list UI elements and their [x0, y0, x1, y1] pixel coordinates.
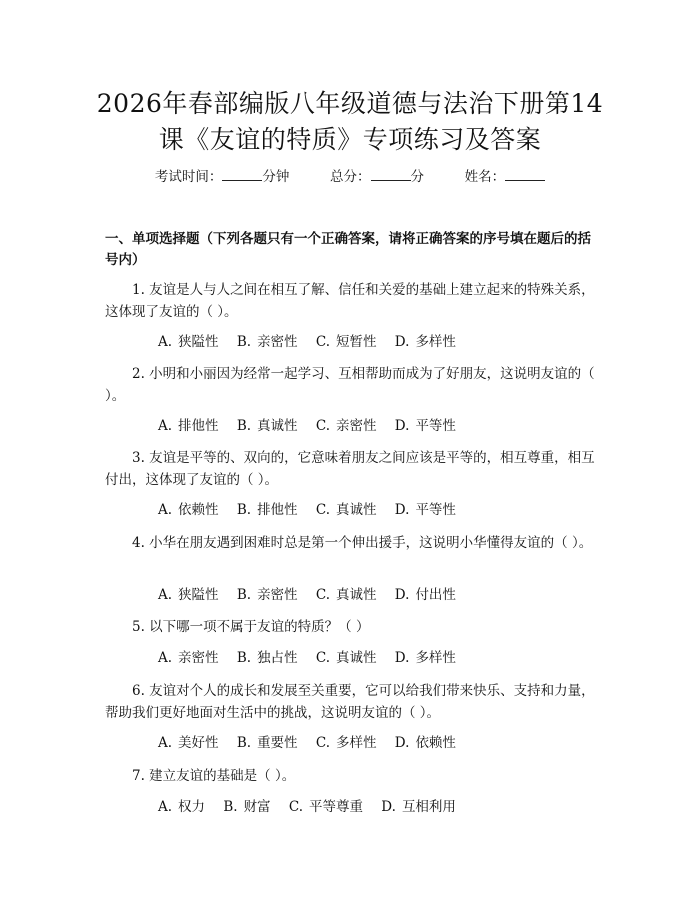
option-d: D. 多样性 [394, 650, 456, 666]
option-d: D. 多样性 [394, 334, 456, 350]
option-d: D. 付出性 [394, 587, 456, 603]
option-b: B. 排他性 [236, 502, 298, 518]
time-label: 考试时间： [154, 169, 223, 185]
option-c: C. 真诚性 [315, 502, 377, 518]
option-a: A. 依赖性 [158, 502, 219, 518]
option-c: C. 平等尊重 [288, 799, 363, 815]
name-label: 姓名： [464, 169, 506, 185]
option-d: D. 互相利用 [381, 799, 456, 815]
question-5-options [158, 648, 470, 668]
question-7: 7. 建立友谊的基础是（ ）。 [132, 768, 296, 784]
time-unit: 分钟 [262, 169, 290, 185]
title-line-1: 2026年春部编版八年级道德与法治下册第14 [96, 89, 604, 118]
option-a: A. 亲密性 [158, 650, 219, 666]
section-heading: 一、单项选择题（下列各题只有一个正确答案，请将正确答案的序号填在题后的括号内） [105, 231, 591, 268]
option-b: B. 亲密性 [236, 587, 298, 603]
title-line-2: 课《友谊的特质》专项练习及答案 [158, 125, 542, 154]
option-b: B. 亲密性 [236, 334, 298, 350]
question-3: 3. 友谊是平等的、双向的，它意味着朋友之间应该是平等的，相互尊重，相互付出，这体现了友谊的（ ）。 [105, 450, 595, 488]
question-4: 4. 小华在朋友遇到困难时总是第一个伸出援手，这说明小华懂得友谊的（ ）。 [132, 535, 593, 551]
score-unit: 分 [410, 169, 424, 185]
option-b: B. 财富 [223, 799, 271, 815]
question-1-options [158, 332, 470, 352]
question-1: 1. 友谊是人与人之间在相互了解、信任和关爱的基础上建立起来的特殊关系，这体现了友谊的（ ）。 [105, 282, 595, 320]
option-d: D. 平等性 [394, 418, 456, 434]
question-2: 2. 小明和小丽因为经常一起学习、互相帮助而成为了好朋友，这说明友谊的（ ）。 [105, 366, 595, 404]
option-a: A. 排他性 [158, 418, 219, 434]
exam-info [0, 167, 700, 187]
question-4-options [158, 585, 470, 605]
document-title [60, 86, 640, 158]
option-c: C. 多样性 [315, 735, 377, 751]
question-5: 5. 以下哪一项不属于友谊的特质？（ ） [132, 619, 370, 635]
option-a: A. 狭隘性 [158, 587, 219, 603]
option-c: C. 亲密性 [315, 418, 377, 434]
option-b: B. 独占性 [236, 650, 298, 666]
option-b: B. 重要性 [236, 735, 298, 751]
option-c: C. 短暂性 [315, 334, 377, 350]
score-label: 总分： [330, 169, 371, 185]
option-a: A. 权力 [158, 799, 206, 815]
option-c: C. 真诚性 [315, 650, 377, 666]
time-blank [222, 168, 262, 181]
score-blank [371, 168, 411, 181]
question-2-options [158, 416, 470, 436]
question-7-options [158, 797, 470, 817]
option-c: C. 真诚性 [315, 587, 377, 603]
question-6: 6. 友谊对个人的成长和发展至关重要，它可以给我们带来快乐、支持和力量，帮助我们更好地面对生活中的挑战，这说明友谊的（ ）。 [105, 683, 595, 721]
question-6-options [158, 733, 470, 753]
option-d: D. 平等性 [394, 502, 456, 518]
name-blank [505, 168, 545, 181]
question-3-options [158, 500, 470, 520]
option-a: A. 狭隘性 [158, 334, 219, 350]
option-d: D. 依赖性 [394, 735, 456, 751]
option-a: A. 美好性 [158, 735, 219, 751]
option-b: B. 真诚性 [236, 418, 298, 434]
